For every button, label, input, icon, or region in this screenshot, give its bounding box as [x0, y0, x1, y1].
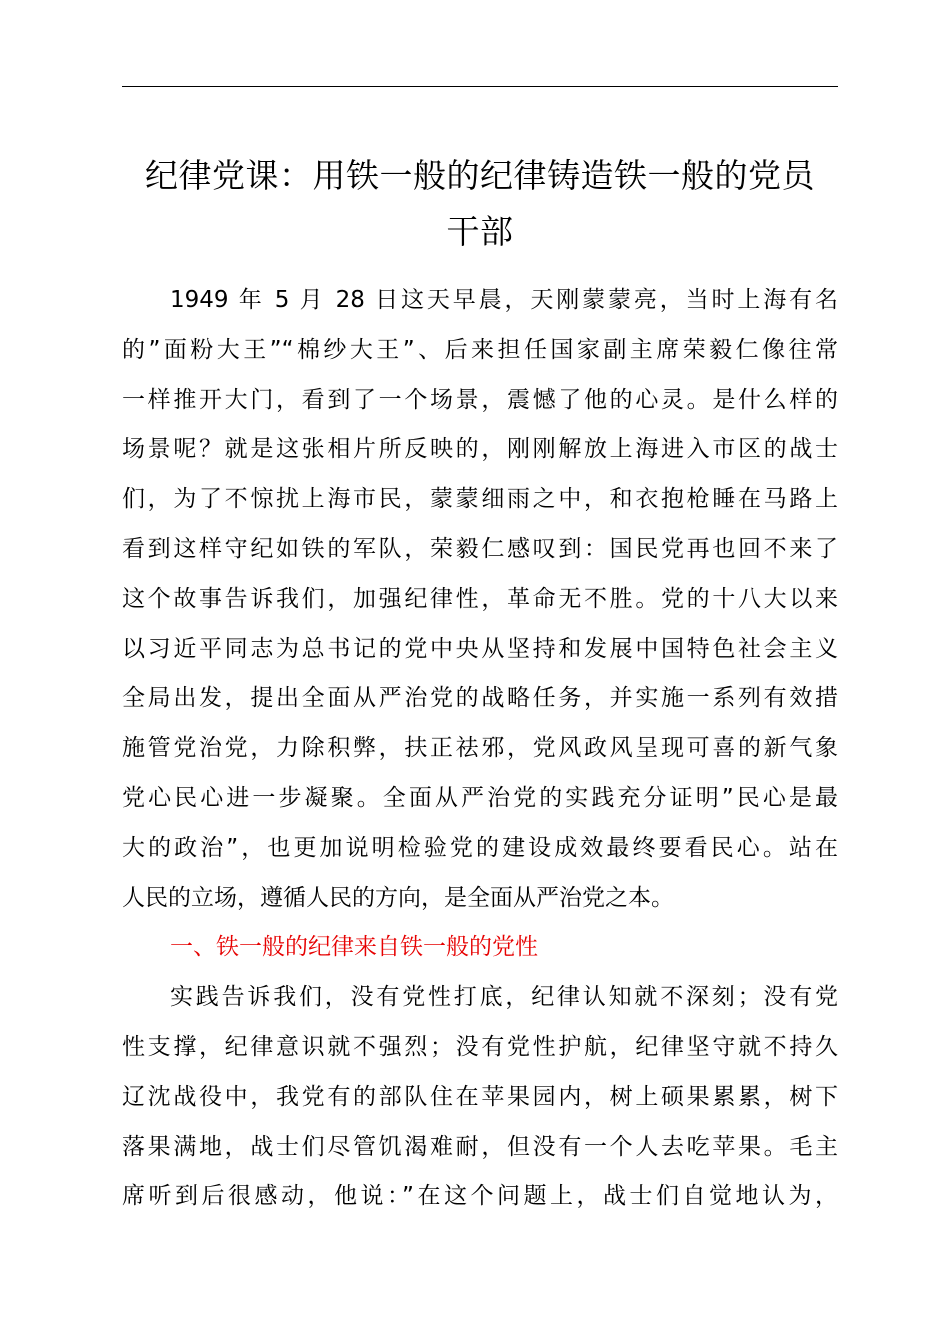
- paragraph-line: 施管党治党，力除积弊，扶正祛邪，党风政风呈现可喜的新气象: [122, 735, 838, 762]
- paragraph-line: 们，为了不惊扰上海市民，蒙蒙细雨之中，和衣抱枪睡在马路上: [122, 486, 838, 513]
- paragraph-line: 场景呢？就是这张相片所反映的，刚刚解放上海进入市区的战士: [122, 436, 838, 463]
- paragraph-line: 人民的立场，遵循人民的方向，是全面从严治党之本。: [122, 884, 674, 911]
- paragraph-line: 以习近平同志为总书记的党中央从坚持和发展中国特色社会主义: [122, 635, 838, 662]
- section-heading: 一、铁一般的纪律来自铁一般的党性: [170, 934, 538, 961]
- paragraph-line: 的”面粉大王”“棉纱大王”、后来担任国家副主席荣毅仁像往常: [122, 336, 838, 363]
- paragraph-line: 辽沈战役中，我党有的部队住在苹果园内，树上硕果累累，树下: [122, 1083, 838, 1110]
- paragraph-line: 这个故事告诉我们，加强纪律性，革命无不胜。党的十八大以来: [122, 585, 838, 612]
- body-text: [122, 276, 838, 1222]
- paragraph-line: 席听到后很感动，他说：”在这个问题上，战士们自觉地认为，: [122, 1183, 838, 1210]
- paragraph-line: 大的政治”，也更加说明检验党的建设成效最终要看民心。站在: [122, 834, 838, 861]
- paragraph-line: 一样推开大门，看到了一个场景，震憾了他的心灵。是什么样的: [122, 386, 838, 413]
- header-rule: [122, 86, 838, 87]
- paragraph-line: 党心民心进一步凝聚。全面从严治党的实践充分证明”民心是最: [122, 784, 838, 811]
- paragraph-line: 1949 年 5 月 28 日这天早晨，天刚蒙蒙亮，当时上海有名: [170, 287, 838, 313]
- paragraph-line: 看到这样守纪如铁的军队，荣毅仁感叹到：国民党再也回不来了: [122, 535, 838, 562]
- document-title: [110, 148, 850, 260]
- title-line: 干部: [446, 212, 514, 251]
- paragraph-line: 全局出发，提出全面从严治党的战略任务，并实施一系列有效措: [122, 685, 838, 712]
- paragraph-line: 实践告诉我们，没有党性打底，纪律认知就不深刻；没有党: [170, 984, 838, 1011]
- paragraph-line: 落果满地，战士们尽管饥渴难耐，但没有一个人去吃苹果。毛主: [122, 1133, 838, 1160]
- title-line: 纪律党课：用铁一般的纪律铸造铁一般的党员: [145, 156, 815, 195]
- paragraph-line: 性支撑，纪律意识就不强烈；没有党性护航，纪律坚守就不持久: [122, 1033, 838, 1060]
